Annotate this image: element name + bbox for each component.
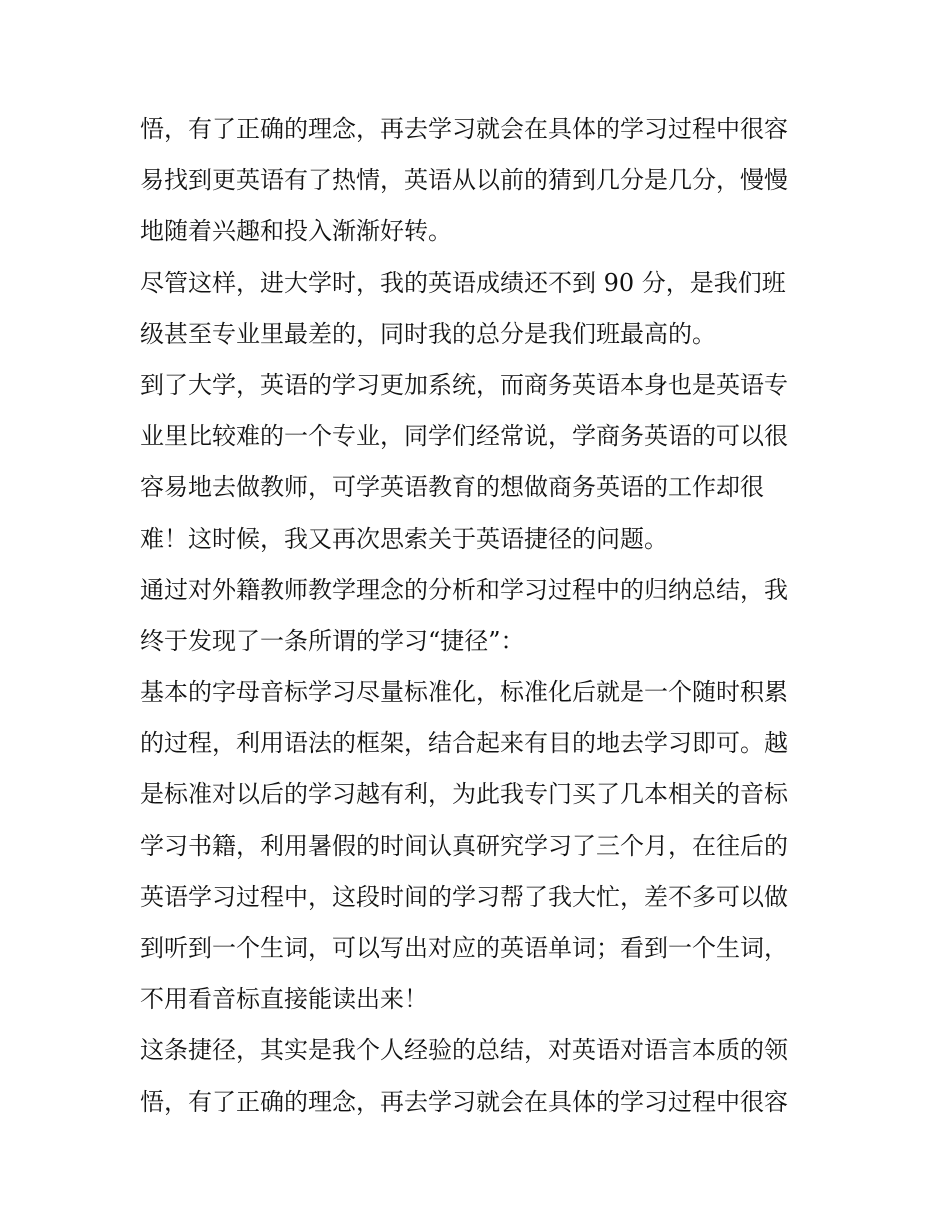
text-line: 终于发现了一条所谓的学习“捷径”： [140,626,525,655]
text-line: 地随着兴趣和投入渐渐好转。 [140,217,452,246]
text-line: 级甚至专业里最差的，同时我的总分是我们班最高的。 [140,319,716,348]
text-line: 基本的字母音标学习尽量标准化，标准化后就是一个随时积累 [140,678,788,707]
text-line: 英语学习过程中，这段时间的学习帮了我大忙，差不多可以做 [140,882,788,911]
text-line: 难！这时候，我又再次思索关于英语捷径的问题。 [140,524,668,553]
text-line: 业里比较难的一个专业，同学们经常说，学商务英语的可以很 [140,422,788,451]
text-line: 是标准对以后的学习越有利，为此我专门买了几本相关的音标 [140,780,788,809]
text-line: 尽管这样，进大学时，我的英语成绩还不到 90 分，是我们班 [140,268,786,297]
text-line: 悟，有了正确的理念，再去学习就会在具体的学习过程中很容 [140,115,788,143]
text-line: 到听到一个生词，可以写出对应的英语单词；看到一个生词， [140,934,788,962]
text-line: 通过对外籍教师教学理念的分析和学习过程中的归纳总结，我 [140,575,788,604]
text-line: 学习书籍，利用暑假的时间认真研究学习了三个月，在往后的 [140,831,788,860]
text-line: 易找到更英语有了热情，英语从以前的猜到几分是几分，慢慢 [140,166,788,195]
text-line: 到了大学，英语的学习更加系统，而商务英语本身也是英语专 [140,370,788,399]
text-line: 的过程，利用语法的框架，结合起来有目的地去学习即可。越 [140,729,788,758]
text-line: 不用看音标直接能读出来！ [140,985,428,1014]
text-line: 悟，有了正确的理念，再去学习就会在具体的学习过程中很容 [140,1087,788,1116]
document-body [140,104,815,1128]
text-line: 这条捷径，其实是我个人经验的总结，对英语对语言本质的领 [140,1036,788,1065]
text-line: 容易地去做教师，可学英语教育的想做商务英语的工作却很 [140,473,764,502]
